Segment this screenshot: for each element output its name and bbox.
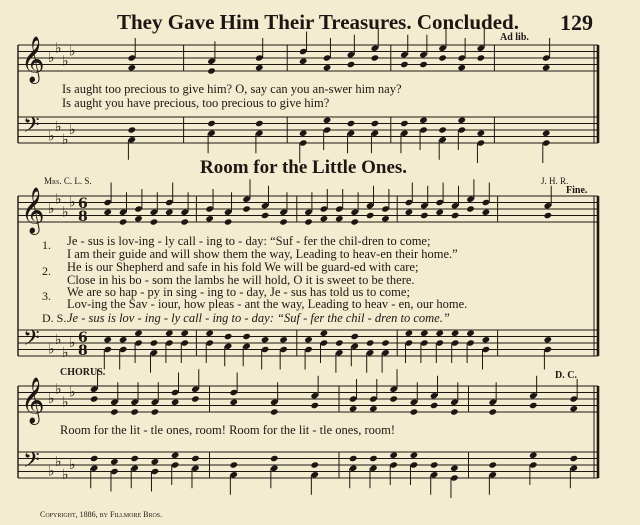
flat-icon: ♭ [69, 457, 76, 473]
system2-bass-notehead [420, 330, 429, 337]
flat-icon: ♭ [62, 53, 69, 70]
verse-2-line-2: Close in his bo - som the lambs he will hold, O it is sweet to be there. [67, 273, 415, 287]
treble-clef-icon: 𝄞 [21, 36, 45, 83]
ds-lyric-line: Je - sus is lov - ing - ly call - ing to - day: “Suf - fer the chil - dren to come.” [67, 311, 450, 325]
system2-bass-notehead [165, 330, 174, 337]
flat-icon: ♭ [69, 194, 76, 211]
dc-marking: D. C. [555, 370, 577, 381]
system2-bass-notehead [134, 330, 143, 337]
system1-bass-notehead [255, 120, 264, 127]
system2-treble-notehead [435, 209, 444, 216]
system2-treble-notehead [103, 209, 112, 216]
words-author: Mrs. C. L. S. [44, 176, 92, 186]
system2-treble-notehead [335, 215, 344, 222]
flat-icon: ♭ [69, 384, 76, 401]
system3-treble-notehead [270, 408, 279, 415]
system2-bass-notehead [180, 330, 189, 337]
system1-bass-notehead [207, 120, 216, 127]
flat-icon: ♭ [48, 201, 55, 217]
fine-marking: Fine. [566, 185, 588, 196]
system2-bass-notehead [350, 333, 359, 340]
system2-treble-notehead [366, 212, 375, 219]
time-signature-numerator: 6 [78, 196, 88, 212]
system3-treble-notehead [229, 399, 238, 406]
system1-bass-notehead [457, 117, 466, 124]
chorus-label: CHORUS. [60, 367, 106, 378]
page-title: They Gave Him Their Treasures. Concluded. [117, 10, 519, 34]
system1-treble-notehead [438, 54, 447, 61]
time-signature-numerator: 6 [78, 330, 88, 346]
verse-number-3: 3. [42, 289, 51, 303]
system3-bass-notehead [171, 452, 180, 459]
system2-bass-notehead [320, 330, 329, 337]
system1-bass-notehead [542, 130, 551, 137]
ad-lib-direction: Ad lib. [500, 32, 529, 43]
treble-clef-icon: 𝄞 [21, 377, 45, 424]
system3-treble-notehead [389, 395, 398, 402]
copyright-notice: Copyright, 1886, by Fillmore Bros. [40, 510, 163, 519]
bass-clef-icon: 𝄢 [23, 325, 40, 356]
system2-treble-notehead [482, 209, 491, 216]
system3-treble-notehead [488, 408, 497, 415]
system1-bass-notehead [128, 126, 137, 133]
system1-bass-notehead [477, 130, 486, 137]
system3-treble-notehead [110, 408, 119, 415]
time-signature-denominator: 8 [78, 343, 88, 359]
system2-bass-notehead [242, 333, 251, 340]
system3-treble-notehead [171, 399, 180, 406]
system2-treble-notehead [466, 205, 475, 212]
system2-treble-notehead [119, 218, 128, 225]
flat-icon: ♭ [55, 381, 62, 398]
system3-bass-notehead [349, 455, 358, 462]
system2-bass-notehead [482, 336, 491, 343]
hymn-title: Room for the Little Ones. [200, 157, 408, 178]
system3-bass-notehead [90, 455, 99, 462]
system3-bass-notehead [410, 452, 419, 459]
system1-bass-notehead [419, 117, 428, 124]
system3-bass-notehead [270, 455, 279, 462]
system2-treble-notehead [165, 209, 174, 216]
system3-bass-notehead [229, 461, 238, 468]
time-signature-denominator: 8 [78, 209, 88, 225]
system3-bass-notehead [430, 461, 439, 468]
system3-bass-notehead [450, 465, 459, 472]
system2-treble-notehead [224, 218, 233, 225]
flat-icon: ♭ [62, 394, 69, 411]
system2-bass-notehead [466, 330, 475, 337]
flat-icon: ♭ [62, 466, 69, 483]
system2-bass-notehead [150, 339, 159, 346]
flat-icon: ♭ [69, 335, 76, 351]
verse-1-line-1: Je - sus is lov-ing - ly call - ing to - day: “Suf - fer the chil-dren to come; [67, 234, 431, 248]
verse-2-line-1: He is our Shepherd and safe in his fold We will be guard-ed with care; [67, 260, 419, 274]
system2-bass-notehead [544, 336, 553, 343]
flat-icon: ♭ [55, 40, 62, 57]
system2-treble-notehead [451, 212, 460, 219]
system1-treble-notehead [419, 61, 428, 68]
flat-icon: ♭ [48, 341, 55, 358]
flat-icon: ♭ [55, 453, 62, 470]
system3-treble-notehead [191, 395, 200, 402]
verse-number-2: 2. [42, 264, 51, 278]
system3-treble-notehead [369, 405, 378, 412]
system1-treble-notehead [477, 54, 486, 61]
system3-bass-notehead [369, 455, 378, 462]
system3-treble-notehead [151, 408, 160, 415]
system2-bass-notehead [366, 339, 375, 346]
system3-treble-notehead [90, 395, 99, 402]
system2-bass-notehead [224, 333, 233, 340]
flat-icon: ♭ [69, 122, 76, 138]
flat-icon: ♭ [55, 331, 62, 348]
flat-icon: ♭ [48, 50, 55, 66]
system1-treble-notehead [347, 61, 356, 68]
system3-bass-notehead [488, 461, 497, 468]
system1-bass-notehead [299, 130, 308, 137]
system2-treble-notehead [261, 212, 270, 219]
system3-bass-notehead [389, 452, 398, 459]
system2-bass-notehead [205, 330, 214, 337]
system2-treble-notehead [350, 218, 359, 225]
flat-icon: ♭ [62, 204, 69, 221]
system3-bass-notehead [529, 452, 538, 459]
system1-treble-notehead [371, 54, 380, 61]
system2-treble-notehead [320, 215, 329, 222]
system2-bass-notehead [103, 336, 112, 343]
flat-icon: ♭ [48, 391, 55, 407]
system2-treble-notehead [205, 215, 214, 222]
system1-treble-notehead [255, 64, 264, 71]
system2-bass-notehead [304, 336, 313, 343]
system3-treble-notehead [430, 402, 439, 409]
hymn1-lyric-line-2: Is aught you have precious, too precious to give him? [62, 96, 330, 110]
system1-bass-notehead [323, 117, 332, 124]
system3-treble-notehead [130, 408, 139, 415]
page-number: 129 [560, 10, 593, 35]
system3-treble-notehead [310, 402, 319, 409]
system2-treble-notehead [242, 205, 251, 212]
system3-treble-notehead [450, 408, 459, 415]
system2-treble-notehead [150, 218, 159, 225]
system1-bass-notehead [347, 120, 356, 127]
system3-treble-notehead [569, 405, 578, 412]
system3-treble-notehead [410, 408, 419, 415]
system2-treble-notehead [405, 209, 414, 216]
system3-bass-notehead [130, 455, 139, 462]
system2-bass-notehead [381, 339, 390, 346]
system3-bass-notehead [310, 461, 319, 468]
system2-treble-notehead [381, 215, 390, 222]
system2-bass-notehead [261, 336, 270, 343]
chorus-lyric-line: Room for the lit - tle ones, room! Room for the lit - tle ones, room! [60, 423, 396, 437]
system1-treble-notehead [323, 64, 332, 71]
bass-clef-icon: 𝄢 [23, 112, 40, 143]
system2-treble-notehead [304, 218, 313, 225]
system1-bass-notehead [438, 126, 447, 133]
flat-icon: ♭ [69, 43, 76, 60]
system2-bass-notehead [451, 330, 460, 337]
verse-3-line-2: Lov-ing the Sav - iour, how pleas - ant the way, Leading to heav - en, our home. [67, 297, 468, 311]
system1-treble-notehead [299, 58, 308, 65]
treble-clef-icon: 𝄞 [21, 187, 45, 234]
system2-treble-notehead [544, 212, 553, 219]
system2-bass-notehead [279, 336, 288, 343]
system2-bass-notehead [119, 336, 128, 343]
flat-icon: ♭ [55, 191, 62, 208]
system3-bass-notehead [569, 455, 578, 462]
flat-icon: ♭ [62, 344, 69, 361]
verse-number-1: 1. [42, 238, 51, 252]
system3-bass-notehead [191, 455, 200, 462]
hymn1-lyric-line-1: Is aught too precious to give him? O, say can you an-swer him nay? [62, 82, 402, 96]
system3-treble-notehead [349, 405, 358, 412]
system1-treble-notehead [457, 64, 466, 71]
flat-icon: ♭ [55, 118, 62, 135]
system1-treble-notehead [400, 61, 409, 68]
flat-icon: ♭ [62, 131, 69, 148]
system1-treble-notehead [207, 67, 216, 74]
system2-treble-notehead [134, 215, 143, 222]
verse-3-line-1: We are so hap - py in sing - ing to - day, Je - sus has told us to come; [67, 285, 410, 299]
system1-treble-notehead [128, 64, 137, 71]
system3-bass-notehead [151, 458, 160, 465]
bass-clef-icon: 𝄢 [23, 447, 40, 478]
verse-1-line-2: I am their guide and will show them the way, Leading to heav-en their home.” [67, 247, 458, 261]
music-author: J. H. R. [541, 176, 569, 186]
system3-treble-notehead [529, 402, 538, 409]
system1-bass-notehead [371, 120, 380, 127]
system1-treble-notehead [542, 64, 551, 71]
system2-treble-notehead [279, 218, 288, 225]
flat-icon: ♭ [48, 128, 55, 145]
system2-bass-notehead [435, 330, 444, 337]
system3-bass-notehead [110, 458, 119, 465]
system1-bass-notehead [400, 120, 409, 127]
system2-bass-notehead [405, 330, 414, 337]
flat-icon: ♭ [48, 463, 55, 480]
ds-label: D. S. [42, 311, 67, 325]
system2-treble-notehead [180, 218, 189, 225]
system2-treble-notehead [420, 212, 429, 219]
system2-bass-notehead [335, 339, 344, 346]
